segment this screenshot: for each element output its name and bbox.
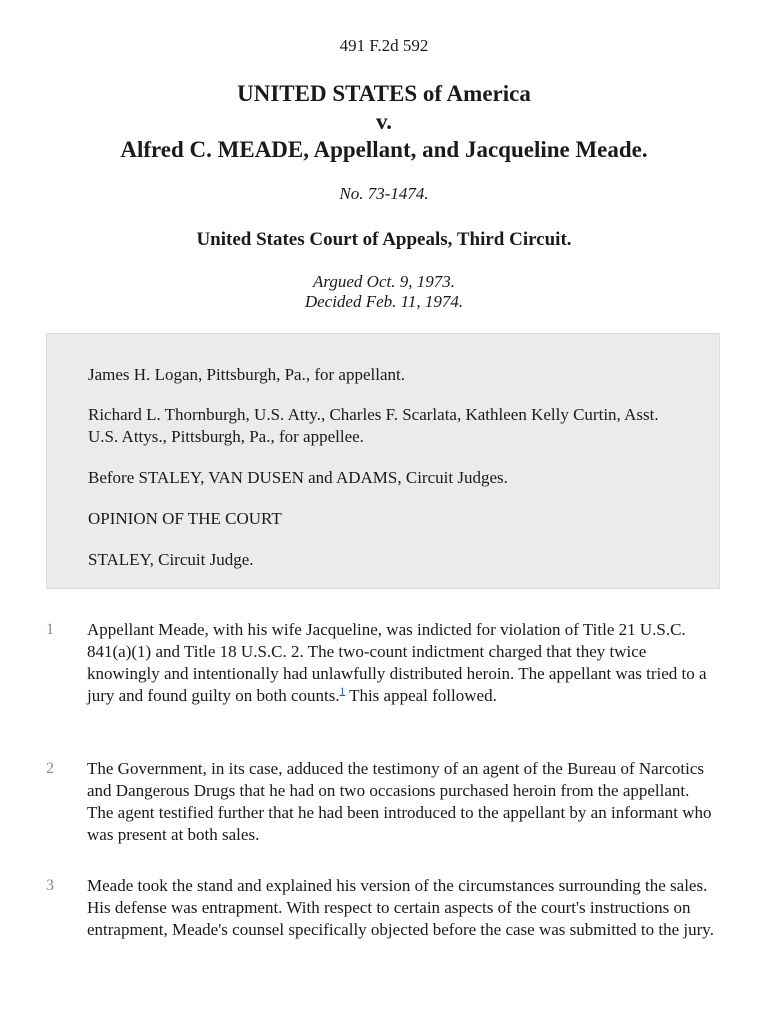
caption-defendant: Alfred C. MEADE, Appellant, and Jacqueline Meade. bbox=[120, 137, 648, 162]
argued-date: Argued Oct. 9, 1973. bbox=[313, 272, 455, 291]
paragraph-text: The Government, in its case, adduced the testimony of an agent of the Bureau of Narcotics and Dangerous Drugs that he had on two occasions purchased heroin from the appellant. The agent testified further that he had been introduced to the appellant by an informant who was present at both sales. bbox=[87, 759, 712, 844]
decided-date: Decided Feb. 11, 1974. bbox=[304, 292, 464, 311]
paragraph-text bbox=[87, 619, 715, 707]
counsel-appellee: Richard L. Thornburgh, U.S. Atty., Charles F. Scarlata, Kathleen Kelly Curtin, Asst. U.S. Attys., Pittsburgh, Pa., for appellee. bbox=[88, 405, 659, 446]
footnote-link[interactable]: 1 bbox=[339, 685, 346, 698]
case-caption bbox=[0, 80, 768, 164]
judges-panel: Before STALEY, VAN DUSEN and ADAMS, Circuit Judges. bbox=[88, 468, 508, 487]
paragraph-text-part: This appeal followed. bbox=[345, 686, 497, 705]
opinion-heading: OPINION OF THE COURT bbox=[88, 509, 282, 528]
case-citation: 491 F.2d 592 bbox=[339, 36, 429, 55]
opinion-author: STALEY, Circuit Judge. bbox=[88, 550, 254, 569]
caption-versus: v. bbox=[376, 109, 392, 134]
case-header-box bbox=[46, 333, 720, 589]
paragraph-text: Meade took the stand and explained his version of the circumstances surrounding the sales. His defense was entrapment. With respect to certain aspects of the court's instructions on entrapment, Meade's counsel specifically objected before the case was submitted to the jury. bbox=[87, 876, 714, 939]
court-name: United States Court of Appeals, Third Circuit. bbox=[196, 229, 572, 250]
counsel-appellant: James H. Logan, Pittsburgh, Pa., for appellant. bbox=[88, 365, 405, 384]
paragraph-number: 2 bbox=[46, 760, 54, 777]
case-dates bbox=[0, 272, 768, 312]
caption-plaintiff: UNITED STATES of America bbox=[237, 81, 531, 106]
paragraph-number: 1 bbox=[46, 621, 54, 638]
docket-number: No. 73-1474. bbox=[339, 184, 429, 203]
paragraph-text-part: Appellant Meade, with his wife Jacqueline, was indicted for violation of Title 21 U.S.C. 841(a)(1) and Title 18 U.S.C. 2. The two-count indictment charged that they twice knowingly and intentionally had unlawfully distributed heroin. The appellant was tried to a jury and found guilty on both counts. bbox=[87, 620, 707, 705]
paragraph-number: 3 bbox=[46, 877, 54, 894]
